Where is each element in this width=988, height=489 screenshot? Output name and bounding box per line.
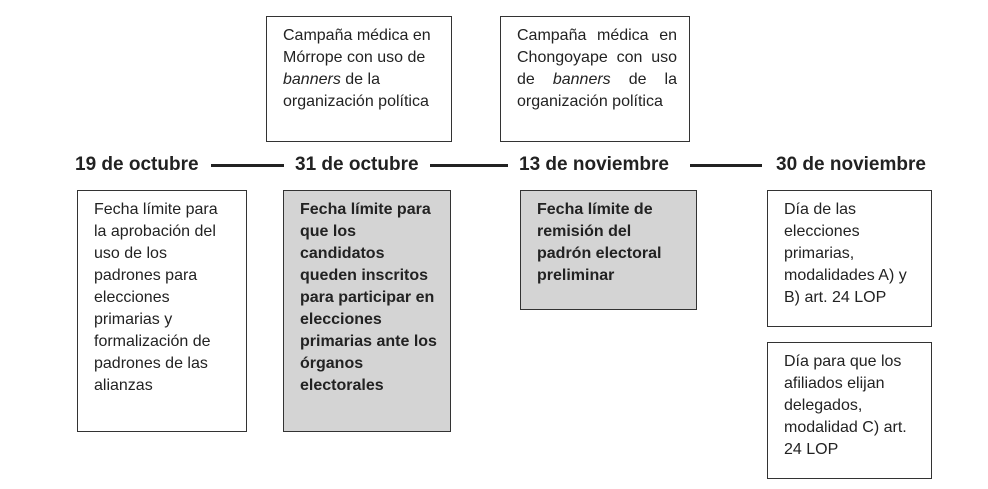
event-text-morrope: Campaña médica en Mórrope con uso de [283,27,431,66]
timeline-date-oct19: 19 de octubre [75,154,199,175]
timeline-date-nov30: 30 de noviembre [776,154,926,175]
timeline-date-oct31: 31 de octubre [295,154,419,175]
timeline-connector [211,164,284,167]
event-box-oct19 [77,190,247,432]
event-text-nov30-delegados: Día para que los afiliados elijan delegados, modalidad C) art. 24 LOP [784,353,907,458]
timeline-connector [690,164,762,167]
event-box-chongoyape [500,16,690,142]
event-text-nov13: Fecha límite de remisión del padrón electoral preliminar [537,201,662,284]
event-box-morrope [266,16,452,142]
event-text-chongoyape-end: de la organización política [517,71,677,110]
timeline-date-nov13: 13 de noviembre [519,154,669,175]
event-text-chongoyape: Campaña médica en Chongoyape con uso de [517,27,677,88]
event-box-nov30-delegados [767,342,932,479]
event-text-oct19: Fecha límite para la aprobación del uso de los padrones para elecciones primarias y formalización de padrones de las alianzas [94,201,218,394]
event-text-oct31: Fecha límite para que los candidatos queden inscritos para participar en elecciones primarias ante los órganos electorales [300,201,437,394]
event-emphasis-banners: banners [552,71,611,88]
event-box-oct31 [283,190,451,432]
event-box-nov30-primarias [767,190,932,327]
event-text-nov30-primarias: Día de las elecciones primarias, modalidades A) y B) art. 24 LOP [784,201,907,306]
event-emphasis-banners: banners [283,71,341,88]
event-text-morrope-end: de la organización política [283,71,429,110]
timeline-connector [430,164,508,167]
event-box-nov13 [520,190,697,310]
